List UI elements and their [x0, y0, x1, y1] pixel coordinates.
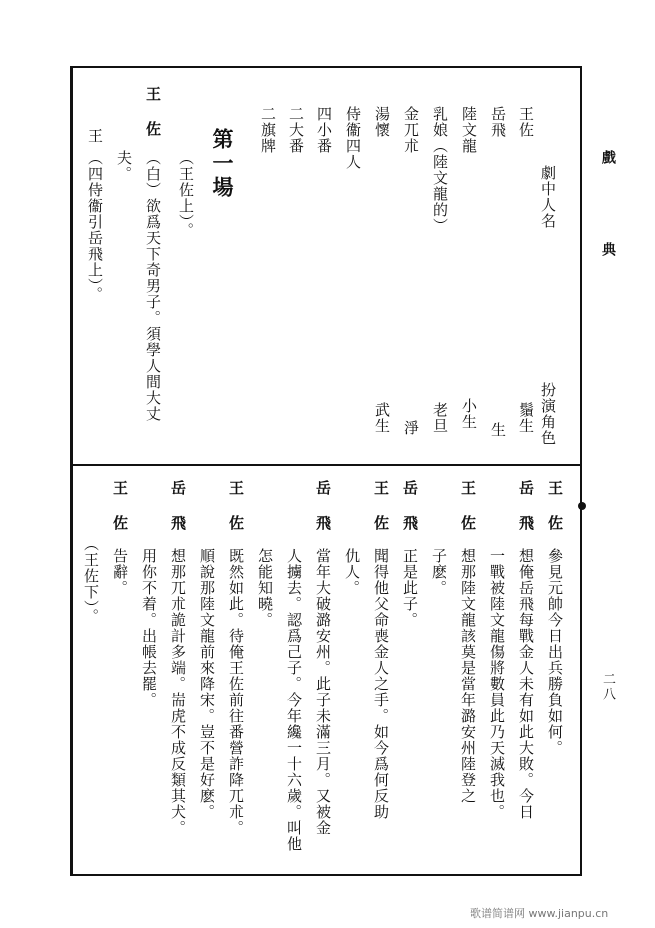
cast-name: 湯懷 [373, 106, 391, 138]
speaker-label: 岳飛 [169, 480, 187, 550]
watermark: 歌谱简谱网 www.jianpu.cn [470, 907, 609, 920]
cast-name: 金兀朮 [402, 106, 420, 154]
frame-left-rule [70, 66, 73, 874]
book-title: 戲 [600, 150, 616, 164]
dialogue-line: 想那兀朮詭計多端。耑虎不成反類其犬。 [169, 548, 187, 836]
roles-heading: 扮演角色 [539, 382, 557, 446]
cast-name: 乳娘（陸文龍的） [431, 106, 449, 234]
dialogue-line: 一戰被陸文龍傷將數員此乃天滅我也。 [488, 548, 506, 820]
dialogue-line: 順說那陸文龍前來降宋。豈不是好麽。 [198, 548, 216, 820]
cast-role: 淨 [402, 420, 420, 436]
cast-name: 岳飛 [489, 106, 507, 138]
cast-name: 王佐 [517, 106, 535, 138]
cast-name: 四小番 [315, 106, 333, 154]
cast-name: 侍衞四人 [344, 106, 362, 170]
speaker-label: 王佐 [111, 480, 129, 550]
cast-role: 武生 [373, 402, 391, 434]
dialogue-line: 子麽。 [430, 548, 448, 596]
frame-right-rule [580, 66, 582, 876]
speaker-label: 王佐 [459, 480, 477, 550]
frame-top-rule [70, 66, 582, 68]
dialogue-line: 想俺岳飛每戰金人未有如此大敗。今日 [517, 548, 535, 820]
speaker-label: 王佐 [372, 480, 390, 550]
page-number: 二八 [600, 672, 615, 702]
speaker-label: 王 [86, 128, 104, 144]
cast-name: 二大番 [287, 106, 305, 154]
dialogue-line: 用你不着。出帳去罷。 [140, 548, 158, 708]
cast-role: 老旦 [431, 402, 449, 434]
dialogue-line: 人擄去。認爲己子。今年纔一十六歲。叫他 [285, 548, 303, 852]
cast-role: 鬚生 [517, 402, 535, 434]
dialogue-line: 正是此子。 [401, 548, 419, 628]
dialogue-line: 參見元帥今日出兵勝負如何。 [546, 548, 564, 756]
stage-direction: （四侍衞引岳飛上）。 [86, 150, 104, 303]
cast-heading: 劇中人名 [539, 165, 557, 229]
speech-line: 夫。 [115, 150, 133, 182]
dialogue-line: 既然如此。待俺王佐前往番營詐降兀朮。 [227, 548, 245, 836]
frame-divider-rule [70, 464, 582, 466]
stage-direction: （王佐上）。 [177, 150, 195, 239]
stage-direction: （王佐下）。 [82, 536, 100, 625]
speaker-label: 岳飛 [401, 480, 419, 550]
dialogue-line: 聞得他父命喪金人之手。如今爲何反助 [372, 548, 390, 820]
dialogue-line: 告辭。 [111, 548, 129, 596]
dialogue-line: 當年大破潞安州。此子未滿三月。又被金 [314, 548, 332, 836]
cast-name: 二旗牌 [259, 106, 277, 154]
cast-role: 生 [489, 422, 507, 438]
cast-role: 小生 [460, 398, 478, 430]
speaker-label: 岳飛 [314, 480, 332, 550]
dialogue-line: 怎能知曉。 [256, 548, 274, 628]
speaker-label: 王佐 [227, 480, 245, 550]
dialogue-line: 仇人。 [343, 548, 361, 596]
speaker-label: 王佐 [546, 480, 564, 550]
speech-line: （白）欲爲天下奇男子。須學人間大丈 [144, 150, 162, 422]
book-title-2: 典 [600, 242, 616, 256]
scene-title: 第一場 [210, 128, 235, 200]
dialogue-line: 想那陸文龍該莫是當年潞安州陸登之 [459, 548, 477, 804]
speaker-label: 王佐 [144, 86, 162, 156]
speaker-label: 岳飛 [517, 480, 535, 550]
frame-bottom-rule [70, 874, 582, 876]
binding-dot [578, 502, 586, 510]
cast-name: 陸文龍 [460, 106, 478, 154]
